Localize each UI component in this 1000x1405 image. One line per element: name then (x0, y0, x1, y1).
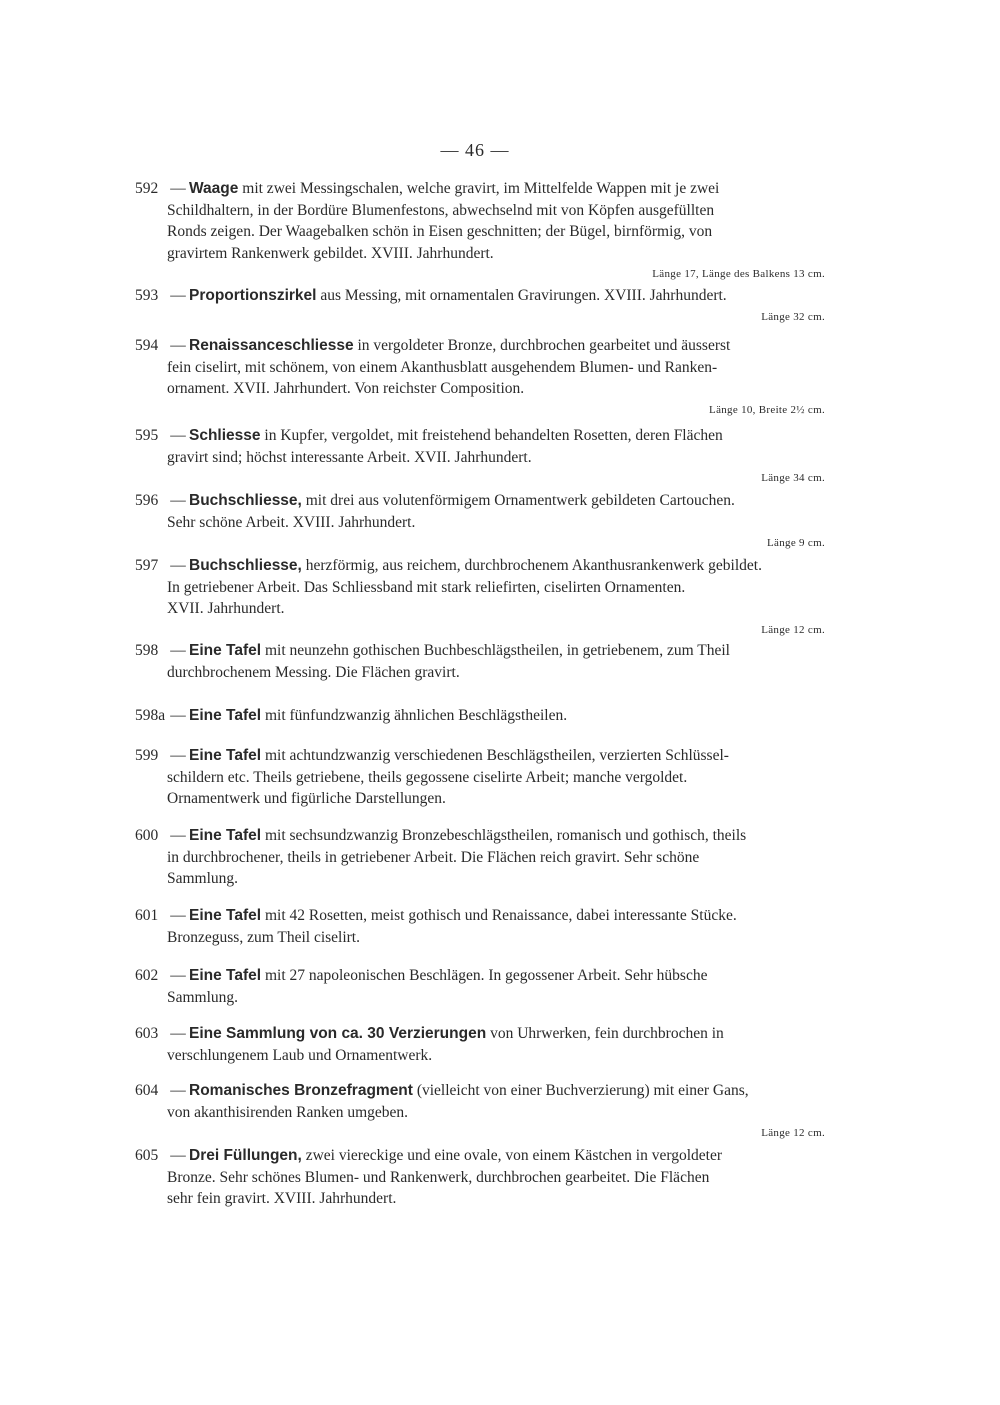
entry-title: Schliesse (189, 427, 261, 444)
entry-dash: — (170, 337, 186, 354)
entry-number: 603 (135, 1025, 159, 1042)
entry-text-line: XVII. Jahrhundert. (167, 600, 285, 617)
entry-title: Eine Tafel (189, 967, 262, 984)
entry-text-line: sehr fein gravirt. XVIII. Jahrhundert. (167, 1190, 397, 1207)
entry-first-line (135, 1080, 830, 1102)
entry-title: Buchschliesse, (189, 492, 302, 509)
entry-text-line: Ornamentwerk und figürliche Darstellungen. (167, 790, 446, 807)
entry-measurement: Länge 12 cm. (761, 1127, 825, 1139)
entry-text: mit drei aus volutenförmigem Ornamentwerk gebildeten Cartouchen. (301, 492, 735, 509)
entry-text-line: Sehr schöne Arbeit. XVIII. Jahrhundert. (167, 513, 416, 531)
entry-number: 604 (135, 1082, 159, 1099)
entry-title: Buchschliesse, (189, 557, 302, 574)
entry-number: 595 (135, 427, 159, 444)
catalog-entry (135, 905, 830, 948)
entry-text: mit fünfundzwanzig ähnlichen Beschlägstheilen. (261, 707, 568, 724)
entry-first-line (135, 1023, 830, 1045)
entry-title: Eine Tafel (189, 642, 262, 659)
page-number: — 46 — (440, 140, 510, 160)
catalog-entry (135, 490, 830, 551)
entry-title: Drei Füllungen, (189, 1147, 302, 1164)
entry-measurement: Länge 10, Breite 2½ cm. (709, 403, 825, 416)
entry-measurement: Länge 9 cm. (767, 537, 825, 549)
entry-first-line (135, 285, 830, 307)
entry-first-line (135, 555, 830, 577)
catalog-entry (135, 335, 830, 418)
entry-dash: — (170, 1025, 186, 1042)
entry-text: mit zwei Messingschalen, welche gravirt, im Mittelfelde Wappen mit je zwei (238, 180, 720, 197)
entry-text-line: in durchbrochener, theils in getriebener Arbeit. Die Flächen reich gravirt. Sehr schöne (167, 848, 700, 866)
entry-title: Eine Tafel (189, 827, 262, 844)
entry-text: von Uhrwerken, fein durchbrochen in (486, 1025, 724, 1042)
entry-first-line (135, 705, 830, 727)
entry-number: 602 (135, 967, 159, 984)
entry-dash: — (170, 492, 186, 509)
entry-dash: — (170, 967, 186, 984)
catalog-entry (135, 425, 830, 486)
entry-dash: — (170, 1082, 186, 1099)
entry-number: 596 (135, 492, 159, 509)
entry-title: Romanisches Bronzefragment (189, 1082, 413, 1099)
entry-text: zwei viereckige und eine ovale, von einem Kästchen in vergoldeter (301, 1147, 723, 1164)
catalog-entry (135, 178, 830, 282)
entry-text-line: durchbrochenem Messing. Die Flächen gravirt. (167, 663, 460, 681)
entry-dash: — (170, 827, 186, 844)
entry-first-line (135, 905, 830, 927)
catalog-entry (135, 1080, 830, 1141)
entry-first-line (135, 825, 830, 847)
entry-text: in vergoldeter Bronze, durchbrochen gearbeitet und äusserst (353, 337, 731, 354)
entry-text-line: fein ciselirt, mit schönem, von einem Akanthusblatt ausgehendem Blumen- und Ranken- (167, 358, 718, 376)
entry-dash: — (170, 642, 186, 659)
entry-text: in Kupfer, vergoldet, mit freistehend behandelten Rosetten, deren Flächen (260, 427, 723, 444)
entry-number: 600 (135, 827, 159, 844)
entry-title: Eine Tafel (189, 907, 262, 924)
entry-dash: — (170, 287, 186, 304)
entry-title: Eine Sammlung von ca. 30 Verzierungen (189, 1025, 487, 1042)
entry-text: aus Messing, mit ornamentalen Gravirungen. XVIII. Jahrhundert. (316, 287, 727, 304)
entry-first-line (135, 490, 830, 512)
entry-title: Proportionszirkel (189, 287, 317, 304)
catalog-entry (135, 1023, 830, 1066)
entry-measurement: Länge 34 cm. (761, 472, 825, 484)
entry-number: 598 (135, 642, 159, 659)
entry-text-line: Schildhaltern, in der Bordüre Blumenfestons, abwechselnd mit von Köpfen ausgefüllten (167, 201, 715, 219)
entry-number: 592 (135, 180, 159, 197)
entry-number: 598a (135, 707, 166, 724)
catalog-entry (135, 555, 830, 638)
entry-measurement: Länge 17, Länge des Balkens 13 cm. (652, 268, 825, 280)
entry-text-line: von akanthisirenden Ranken umgeben. (167, 1103, 409, 1121)
entry-number: 594 (135, 337, 159, 354)
entry-number: 593 (135, 287, 159, 304)
entry-dash: — (170, 707, 186, 724)
entry-first-line (135, 745, 830, 767)
catalog-entry (135, 965, 830, 1008)
entry-measurement: Länge 32 cm. (761, 310, 825, 323)
entry-text: herzförmig, aus reichem, durchbrochenem Akanthusrankenwerk gebildet. (301, 557, 762, 574)
entry-first-line (135, 178, 830, 200)
entry-measurement: Länge 12 cm. (761, 623, 825, 636)
entry-title: Eine Tafel (189, 747, 262, 764)
entry-first-line (135, 425, 830, 447)
entry-first-line (135, 640, 830, 662)
entry-number: 597 (135, 557, 159, 574)
entry-dash: — (170, 907, 186, 924)
entry-first-line (135, 1145, 830, 1167)
entry-text: mit 27 napoleonischen Beschlägen. In gegossener Arbeit. Sehr hübsche (261, 967, 708, 984)
catalog-entry (135, 745, 830, 810)
catalog-entry (135, 825, 830, 890)
entry-number: 599 (135, 747, 159, 764)
entry-text-line: Sammlung. (167, 988, 239, 1006)
entry-number: 601 (135, 907, 159, 924)
entry-text: (vielleicht von einer Buchverzierung) mit einer Gans, (412, 1082, 749, 1099)
entry-text-line: Bronze. Sehr schönes Blumen- und Rankenwerk, durchbrochen gearbeitet. Die Flächen (167, 1168, 710, 1186)
catalog-entry (135, 1145, 830, 1210)
entry-title: Eine Tafel (189, 707, 262, 724)
entry-title: Renaissanceschliesse (189, 337, 354, 354)
entry-text-line: Sammlung. (167, 870, 239, 887)
entry-text: mit achtundzwanzig verschiedenen Beschlägstheilen, verzierten Schlüssel- (261, 747, 729, 764)
entry-text-line: In getriebener Arbeit. Das Schliessband mit stark reliefirten, ciselirten Ornamenten. (167, 578, 686, 596)
entry-first-line (135, 335, 830, 357)
catalog-entry (135, 640, 830, 683)
entry-dash: — (170, 180, 186, 197)
entry-text-line: gravirt sind; höchst interessante Arbeit. XVII. Jahrhundert. (167, 448, 532, 466)
entry-dash: — (170, 1147, 186, 1164)
entry-text-line: Bronzeguss, zum Theil ciselirt. (167, 928, 360, 946)
entry-text: mit sechsundzwanzig Bronzebeschlägstheilen, romanisch und gothisch, theils (261, 827, 747, 844)
entry-text-line: ornament. XVII. Jahrhundert. Von reichster Composition. (167, 380, 525, 397)
entry-number: 605 (135, 1147, 159, 1164)
catalog-entry (135, 705, 830, 727)
entry-dash: — (170, 557, 186, 574)
entry-text-line: schildern etc. Theils getriebene, theils gegossene ciselirte Arbeit; manche vergoldet. (167, 768, 688, 786)
entry-text-line: verschlungenem Laub und Ornamentwerk. (167, 1046, 433, 1064)
entry-text: mit neunzehn gothischen Buchbeschlägstheilen, in getriebenem, zum Theil (261, 642, 730, 659)
entry-first-line (135, 965, 830, 987)
entry-text: mit 42 Rosetten, meist gothisch und Renaissance, dabei interessante Stücke. (261, 907, 737, 924)
entry-text-line: Ronds zeigen. Der Waagebalken schön in Eisen geschnitten; der Bügel, birnförmig, von (167, 223, 713, 240)
entry-title: Waage (189, 180, 239, 197)
entry-dash: — (170, 747, 186, 764)
catalog-entry (135, 285, 830, 325)
entry-dash: — (170, 427, 186, 444)
entry-text-line: gravirtem Rankenwerk gebildet. XVIII. Jahrhundert. (167, 244, 494, 262)
